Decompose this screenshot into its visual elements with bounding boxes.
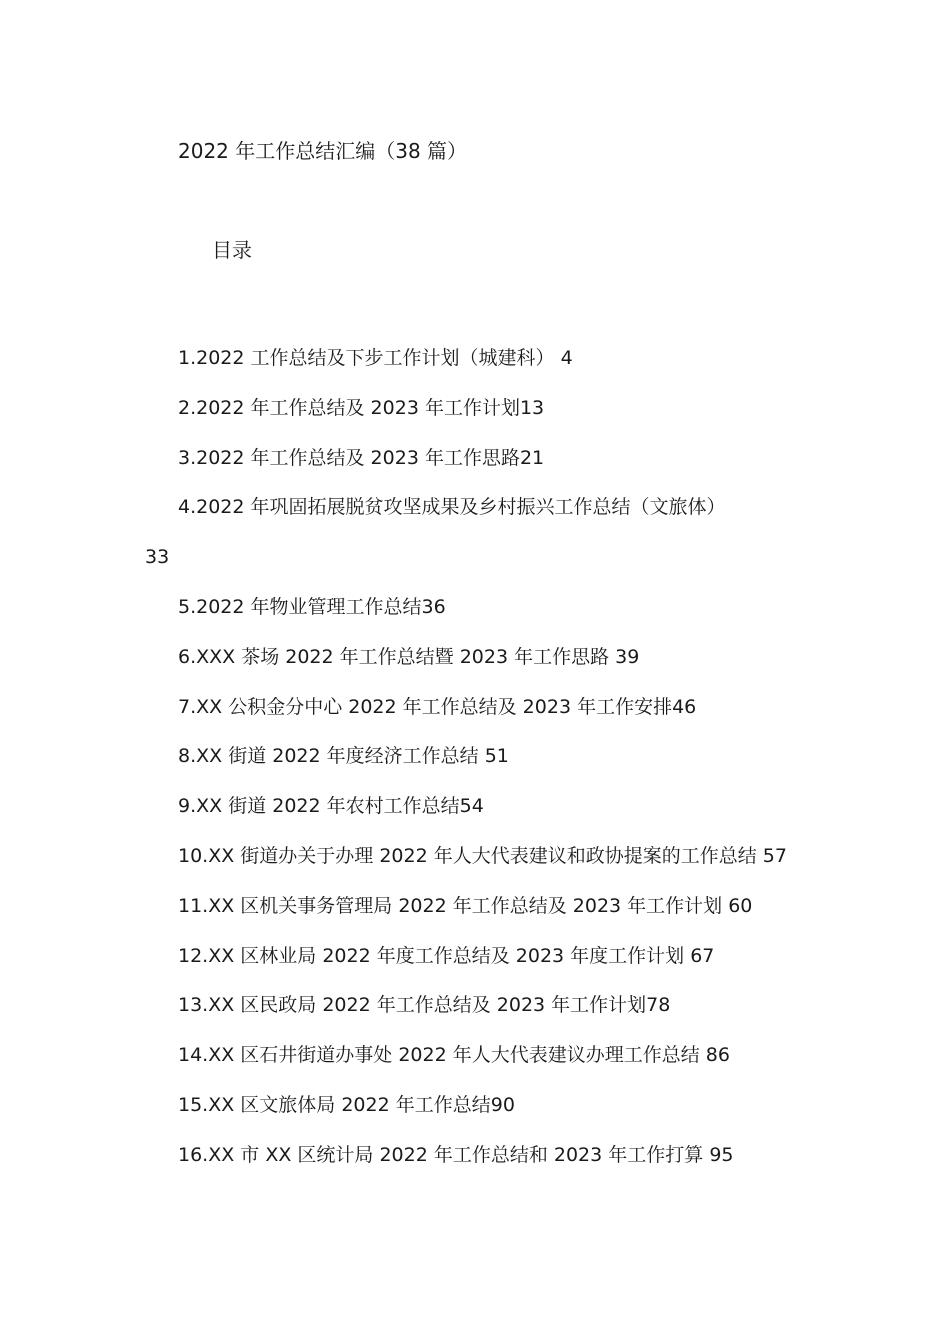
- toc-entry-page: 39: [615, 645, 640, 668]
- toc-entry-page: 33: [145, 546, 170, 569]
- toc-entry[interactable]: [145, 932, 810, 982]
- toc-entry[interactable]: [145, 832, 810, 882]
- toc-entry-title: 7.XX 公积金分中心 2022 年工作总结及 2023 年工作安排: [178, 695, 673, 718]
- toc-entry[interactable]: [145, 583, 810, 633]
- toc-entry-title: 8.XX 街道 2022 年度经济工作总结: [178, 745, 485, 768]
- toc-entry[interactable]: [145, 434, 810, 484]
- toc-entry[interactable]: [145, 1081, 810, 1131]
- toc-entry[interactable]: [145, 882, 810, 932]
- toc-entry[interactable]: [145, 1131, 810, 1181]
- toc-entry-page: 51: [484, 745, 509, 768]
- toc-entry-page: 86: [705, 1044, 730, 1067]
- toc-entry-page: 54: [459, 795, 484, 818]
- toc-entry-page: 57: [762, 844, 787, 867]
- toc-entry-title: 13.XX 区民政局 2022 年工作总结及 2023 年工作计划: [178, 994, 647, 1017]
- toc-entry-page: 95: [709, 1143, 734, 1166]
- toc-entry-title: 3.2022 年工作总结及 2023 年工作思路: [178, 446, 520, 469]
- toc-entry-title: 5.2022 年物业管理工作总结: [178, 595, 422, 618]
- toc-entry-page: 36: [421, 595, 446, 618]
- toc-entry-title: 12.XX 区林业局 2022 年度工作总结及 2023 年度工作计划: [178, 944, 691, 967]
- toc-entry[interactable]: [145, 334, 810, 384]
- toc-entry-page: 90: [490, 1093, 515, 1116]
- toc-entry-title: 6.XXX 茶场 2022 年工作总结暨 2023 年工作思路: [178, 645, 616, 668]
- toc-entry[interactable]: [145, 483, 810, 583]
- toc-entry-title: 11.XX 区机关事务管理局 2022 年工作总结及 2023 年工作计划: [178, 894, 729, 917]
- toc-entry[interactable]: [145, 683, 810, 733]
- toc-entry-title: 16.XX 市 XX 区统计局 2022 年工作总结和 2023 年工作打算: [178, 1143, 710, 1166]
- toc-entry[interactable]: [145, 1031, 810, 1081]
- toc-entry[interactable]: [145, 981, 810, 1031]
- toc-entry-title: 10.XX 街道办关于办理 2022 年人大代表建议和政协提案的工作总结: [178, 844, 763, 867]
- toc-entry-page: 21: [519, 446, 545, 469]
- toc-entry-title: 1.2022 工作总结及下步工作计划（城建科）: [178, 347, 561, 369]
- toc-entry[interactable]: [145, 384, 810, 434]
- toc-entry[interactable]: [145, 633, 810, 683]
- toc-entry-page: 67: [690, 944, 715, 967]
- document-title: 2022 年工作总结汇编（38 篇）: [178, 139, 468, 163]
- toc-entry-title: 2.2022 年工作总结及 2023 年工作计划: [178, 396, 520, 419]
- toc-entry[interactable]: [145, 782, 810, 832]
- table-of-contents: [145, 334, 810, 1181]
- toc-entry-page: 46: [672, 695, 697, 718]
- toc-entry-page: 13: [519, 396, 545, 419]
- toc-entry-title: 15.XX 区文旅体局 2022 年工作总结: [178, 1093, 491, 1116]
- toc-heading: 目录: [212, 238, 252, 262]
- toc-entry-page: 78: [646, 994, 671, 1017]
- toc-entry-title: 9.XX 街道 2022 年农村工作总结: [178, 795, 460, 818]
- toc-entry-title: 4.2022 年巩固拓展脱贫攻坚成果及乡村振兴工作总结（文旅体）: [178, 496, 726, 519]
- toc-entry-page: 60: [728, 894, 753, 917]
- toc-entry-title: 14.XX 区石井街道办事处 2022 年人大代表建议办理工作总结: [178, 1044, 706, 1067]
- toc-entry[interactable]: [145, 732, 810, 782]
- toc-entry-page: 4: [560, 347, 573, 369]
